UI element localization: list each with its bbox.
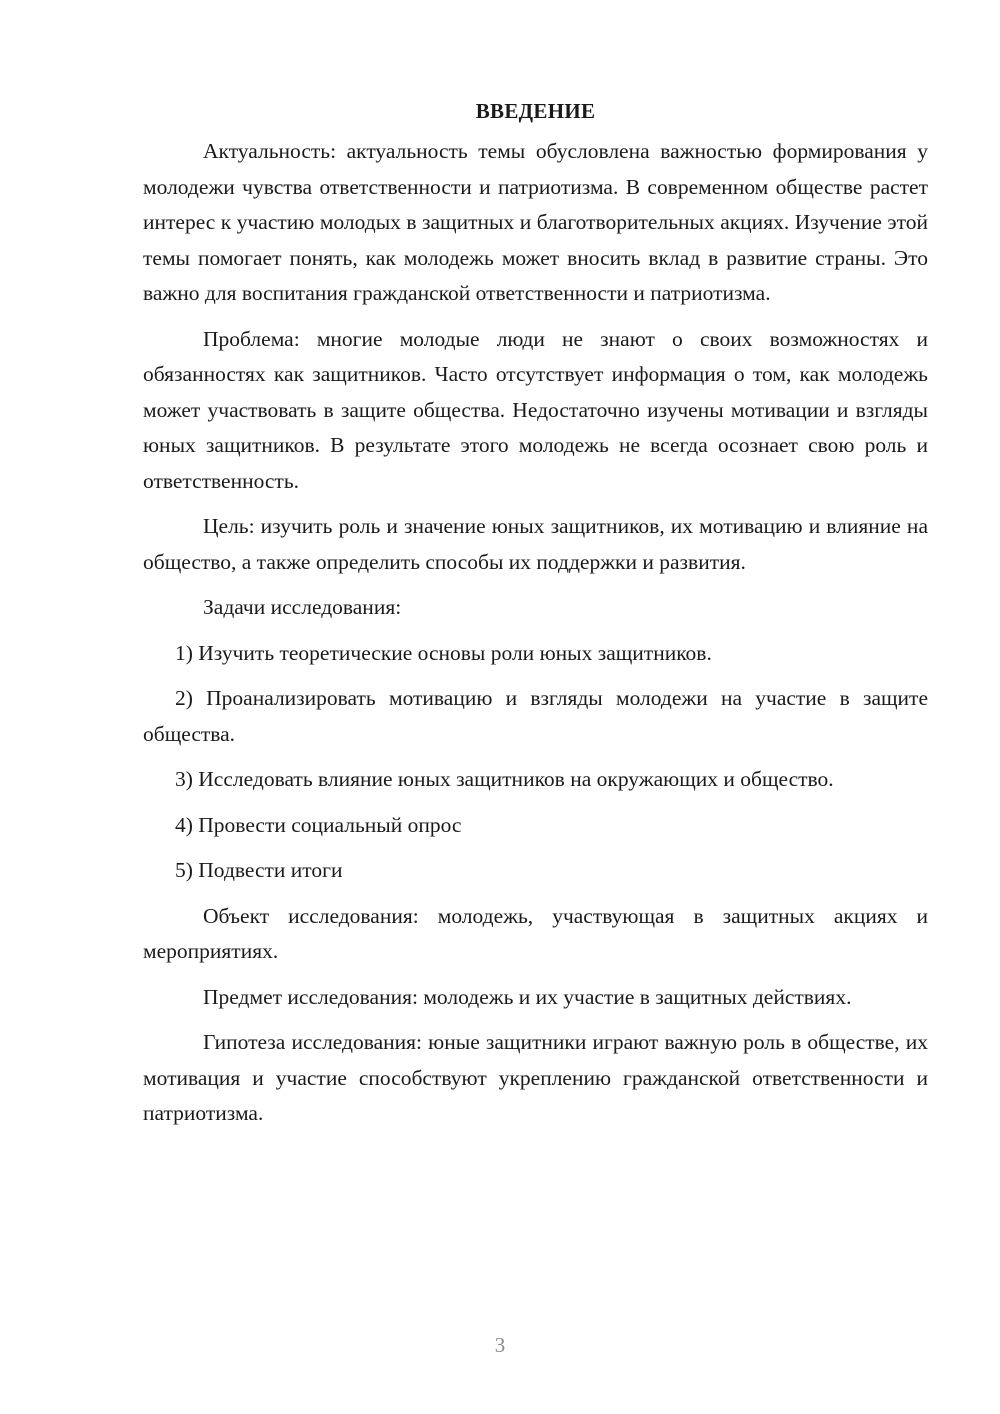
paragraph-tasks-heading: Задачи исследования: — [203, 595, 402, 619]
page-content — [143, 94, 928, 1142]
task-item-2: 2) Проанализировать мотивацию и взгляды молодежи на участие в защите общества. — [143, 686, 928, 746]
task-item-4: 4) Провести социальный опрос — [175, 812, 462, 837]
section-title: ВВЕДЕНИЕ — [475, 99, 596, 123]
paragraph-object: Объект исследования: молодежь, участвующая в защитных акциях и мероприятиях. — [143, 903, 928, 963]
paragraph-problem: Проблема: многие молодые люди не знают о своих возможностях и обязанностях как защитников. Часто отсутствует информация о том, как молодежь может участвовать в защите общества. Недостаточно изучены мотивации и взгляды юных защитников. В результате этого молодежь не всегда осознает свою роль и ответственность. — [143, 326, 928, 493]
paragraph-hypothesis: Гипотеза исследования: юные защитники играют важную роль в обществе, их мотивация и участие способствуют укреплению гражданской ответственности и патриотизма. — [143, 1030, 928, 1125]
paragraph-goal: Цель: изучить роль и значение юных защитников, их мотивацию и влияние на общество, а также определить способы их поддержки и развития. — [143, 514, 928, 574]
task-item-1: 1) Изучить теоретические основы роли юных защитников. — [175, 640, 712, 665]
paragraph-relevance: Актуальность: актуальность темы обусловлена важностью формирования у молодежи чувства ответственности и патриотизма. В современном обществе растет интерес к участию молодых в защитных и благотворительных акциях. Изучение этой темы помогает понять, как молодежь может вносить вклад в развитие страны. Это важно для воспитания гражданской ответственности и патриотизма. — [143, 139, 928, 305]
paragraph-subject: Предмет исследования: молодежь и их участие в защитных действиях. — [203, 984, 852, 1009]
task-item-3: 3) Исследовать влияние юных защитников на окружающих и общество. — [175, 767, 834, 791]
page-number: 3 — [494, 1333, 506, 1357]
task-item-5: 5) Подвести итоги — [175, 858, 343, 882]
